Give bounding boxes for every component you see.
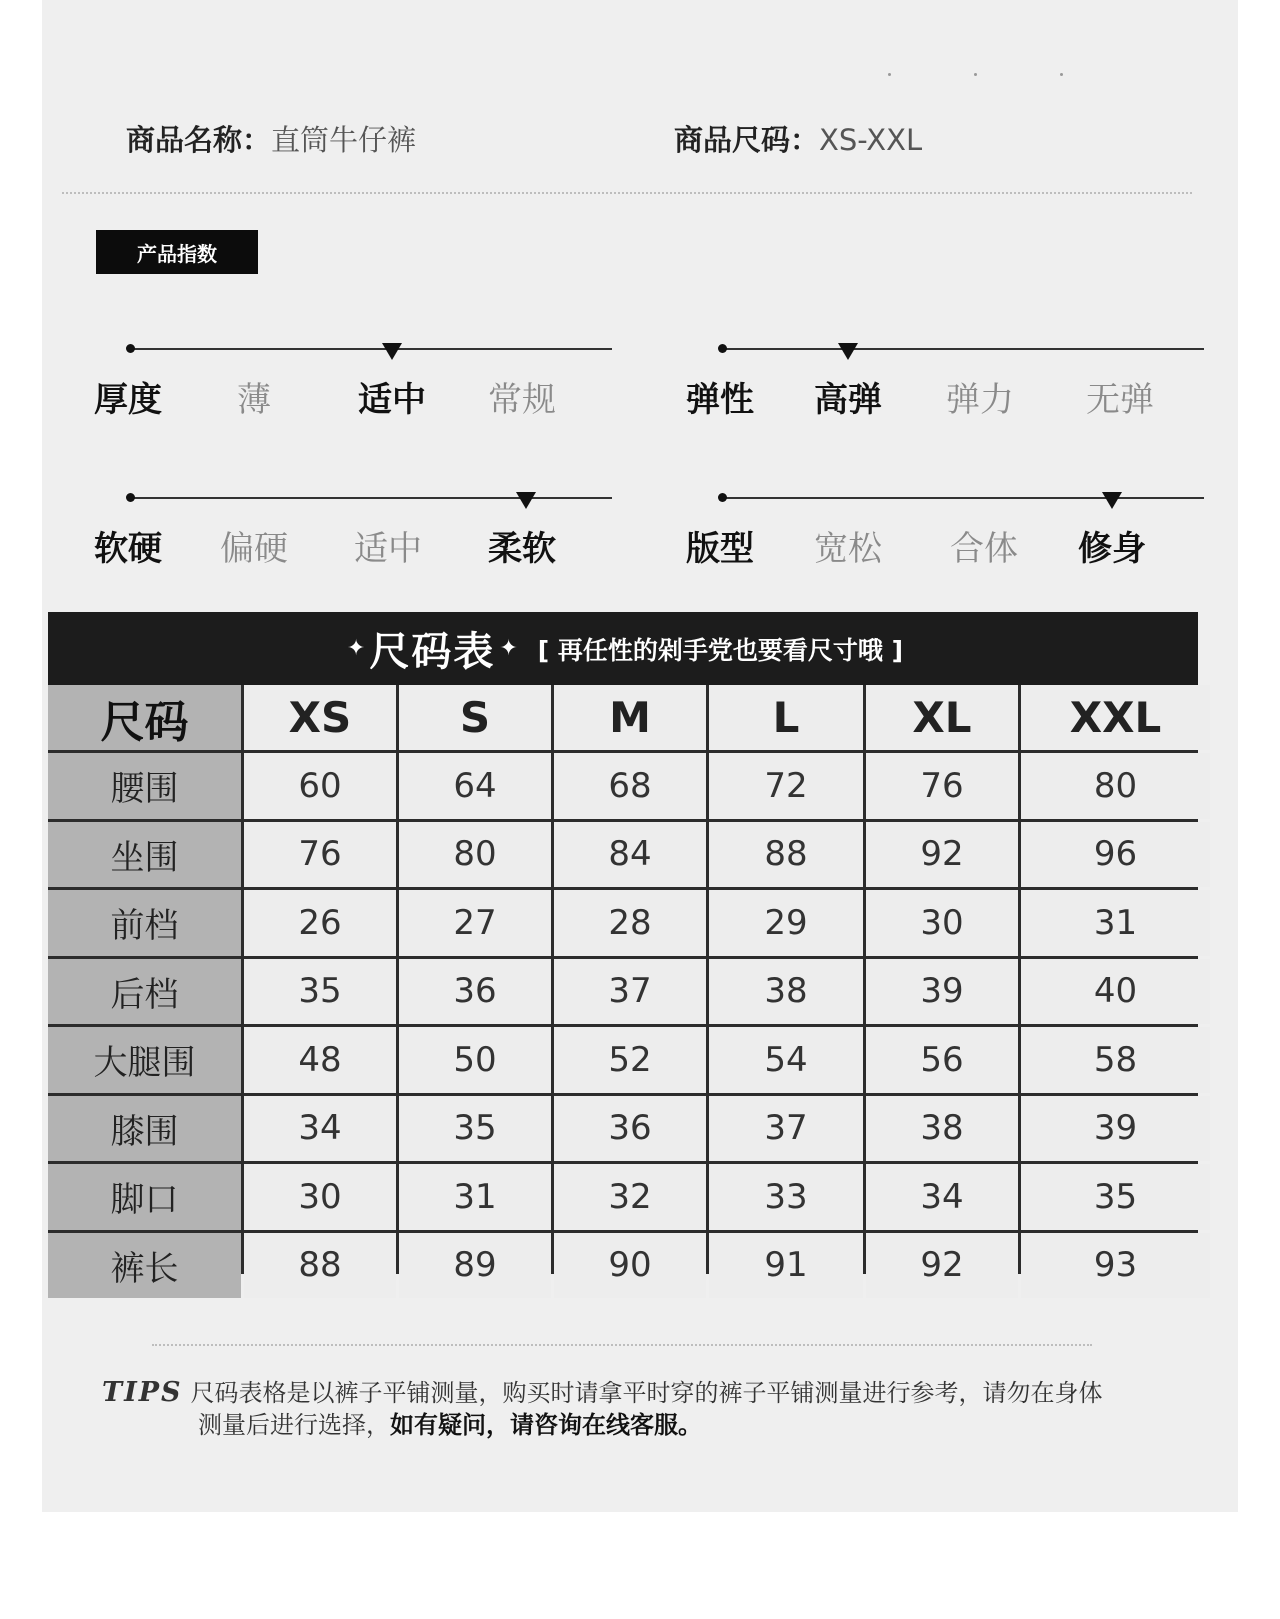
tips-label: TIPS	[102, 1377, 183, 1408]
tips-note	[102, 1377, 1182, 1441]
measurement-label: 膝围	[48, 1096, 241, 1162]
measurement-value: 96	[1021, 822, 1210, 888]
measurement-value: 37	[554, 959, 706, 1025]
scale-marker-icon	[838, 343, 858, 360]
scale-option: 无弹	[1086, 380, 1154, 420]
measurement-label: 后档	[48, 959, 241, 1025]
measurement-value: 38	[866, 1096, 1018, 1162]
scale-option-selected: 柔软	[488, 529, 556, 569]
measurement-value: 35	[399, 1096, 551, 1162]
divider	[152, 1344, 1092, 1346]
measurement-value: 48	[244, 1027, 396, 1093]
product-name-label: 商品名称：	[126, 123, 272, 157]
product-size-value: XS-XXL	[819, 123, 923, 157]
scale-start-dot	[718, 344, 727, 353]
scale-start-dot	[718, 493, 727, 502]
scale-marker-icon	[516, 492, 536, 509]
scale-option: 宽松	[814, 529, 882, 569]
measurement-value: 39	[866, 959, 1018, 1025]
measurement-value: 54	[709, 1027, 863, 1093]
measurement-value: 38	[709, 959, 863, 1025]
scale-option-selected: 修身	[1078, 529, 1146, 569]
measurement-value: 40	[1021, 959, 1210, 1025]
measurement-value: 37	[709, 1096, 863, 1162]
decorative-dots	[42, 0, 1238, 20]
measurement-value: 52	[554, 1027, 706, 1093]
measurement-value: 58	[1021, 1027, 1210, 1093]
measurement-value: 34	[866, 1164, 1018, 1230]
measurement-label: 大腿围	[48, 1027, 241, 1093]
measurement-value: 88	[709, 822, 863, 888]
scale-title: 软硬	[94, 529, 162, 569]
product-size-range	[674, 118, 922, 159]
divider	[62, 192, 1192, 194]
size-column-header: M	[554, 685, 706, 750]
measurement-value: 30	[244, 1164, 396, 1230]
measurement-value: 89	[399, 1233, 551, 1299]
measurement-value: 56	[866, 1027, 1018, 1093]
scale-track	[722, 497, 1204, 499]
measurement-label: 脚口	[48, 1164, 241, 1230]
measurement-value: 35	[244, 959, 396, 1025]
measurement-value: 31	[1021, 890, 1210, 956]
measurement-value: 50	[399, 1027, 551, 1093]
scale-option: 薄	[237, 380, 271, 420]
product-index-badge: 产品指数	[96, 230, 258, 274]
scale-option-selected: 高弹	[814, 380, 882, 420]
scale-track	[130, 348, 612, 350]
measurement-value: 26	[244, 890, 396, 956]
scale-option: 偏硬	[220, 529, 288, 569]
size-column-header: XXL	[1021, 685, 1210, 750]
size-column-header: XL	[866, 685, 1018, 750]
product-detail-card	[42, 0, 1238, 1512]
measurement-value: 80	[1021, 753, 1210, 819]
scale-elasticity	[686, 348, 1204, 444]
scale-option: 常规	[488, 380, 556, 420]
measurement-value: 84	[554, 822, 706, 888]
tips-line-2-bold: 如有疑问，请咨询在线客服。	[390, 1411, 702, 1439]
measurement-value: 91	[709, 1233, 863, 1299]
scale-track	[722, 348, 1204, 350]
tips-line-1: 尺码表格是以裤子平铺测量，购买时请拿平时穿的裤子平铺测量进行参考，请勿在身体	[190, 1379, 1103, 1407]
scale-marker-icon	[382, 343, 402, 360]
size-table-header	[48, 612, 1198, 685]
size-table-subtitle: [ 再任性的剁手党也要看尺寸哦 ]	[537, 635, 904, 665]
scale-thickness	[94, 348, 612, 444]
measurement-value: 92	[866, 822, 1018, 888]
measurement-value: 76	[866, 753, 1018, 819]
measurement-value: 80	[399, 822, 551, 888]
size-column-header: XS	[244, 685, 396, 750]
measurement-label: 前档	[48, 890, 241, 956]
measurement-value: 34	[244, 1096, 396, 1162]
measurement-value: 92	[866, 1233, 1018, 1299]
product-name	[126, 118, 416, 159]
scale-track	[130, 497, 612, 499]
scale-title: 弹性	[686, 380, 754, 420]
scale-marker-icon	[1102, 492, 1122, 509]
product-name-value: 直筒牛仔裤	[271, 123, 417, 157]
size-column-header: L	[709, 685, 863, 750]
scale-option-selected: 适中	[358, 380, 426, 420]
measurement-value: 90	[554, 1233, 706, 1299]
measurement-value: 36	[554, 1096, 706, 1162]
measurement-value: 30	[866, 890, 1018, 956]
scale-option: 适中	[354, 529, 422, 569]
measurement-value: 68	[554, 753, 706, 819]
scale-title: 厚度	[94, 380, 162, 420]
measurement-value: 72	[709, 753, 863, 819]
size-table-title: 尺码表	[369, 629, 496, 675]
measurement-value: 31	[399, 1164, 551, 1230]
measurement-label: 裤长	[48, 1233, 241, 1299]
size-table	[48, 612, 1198, 1289]
size-grid	[48, 685, 1198, 1289]
measurement-value: 88	[244, 1233, 396, 1299]
measurement-value: 27	[399, 890, 551, 956]
scale-start-dot	[126, 493, 135, 502]
scale-fit	[686, 497, 1204, 593]
size-corner-label: 尺码	[48, 685, 241, 750]
product-size-label: 商品尺码：	[674, 123, 820, 157]
size-column-header: S	[399, 685, 551, 750]
tips-line-2-plain: 测量后进行选择，	[198, 1411, 390, 1439]
measurement-value: 76	[244, 822, 396, 888]
scale-option: 合体	[950, 529, 1018, 569]
tips-line-2	[102, 1409, 1182, 1441]
sparkle-right-icon: ✦	[499, 636, 518, 661]
measurement-value: 93	[1021, 1233, 1210, 1299]
scale-softness	[94, 497, 612, 593]
scale-title: 版型	[686, 529, 754, 569]
scale-option: 弹力	[946, 380, 1014, 420]
measurement-value: 64	[399, 753, 551, 819]
scale-start-dot	[126, 344, 135, 353]
measurement-value: 35	[1021, 1164, 1210, 1230]
sparkle-left-icon: ✦	[346, 636, 366, 661]
measurement-value: 29	[709, 890, 863, 956]
measurement-value: 33	[709, 1164, 863, 1230]
measurement-value: 36	[399, 959, 551, 1025]
measurement-value: 28	[554, 890, 706, 956]
measurement-value: 39	[1021, 1096, 1210, 1162]
measurement-label: 腰围	[48, 753, 241, 819]
measurement-value: 32	[554, 1164, 706, 1230]
measurement-label: 坐围	[48, 822, 241, 888]
measurement-value: 60	[244, 753, 396, 819]
